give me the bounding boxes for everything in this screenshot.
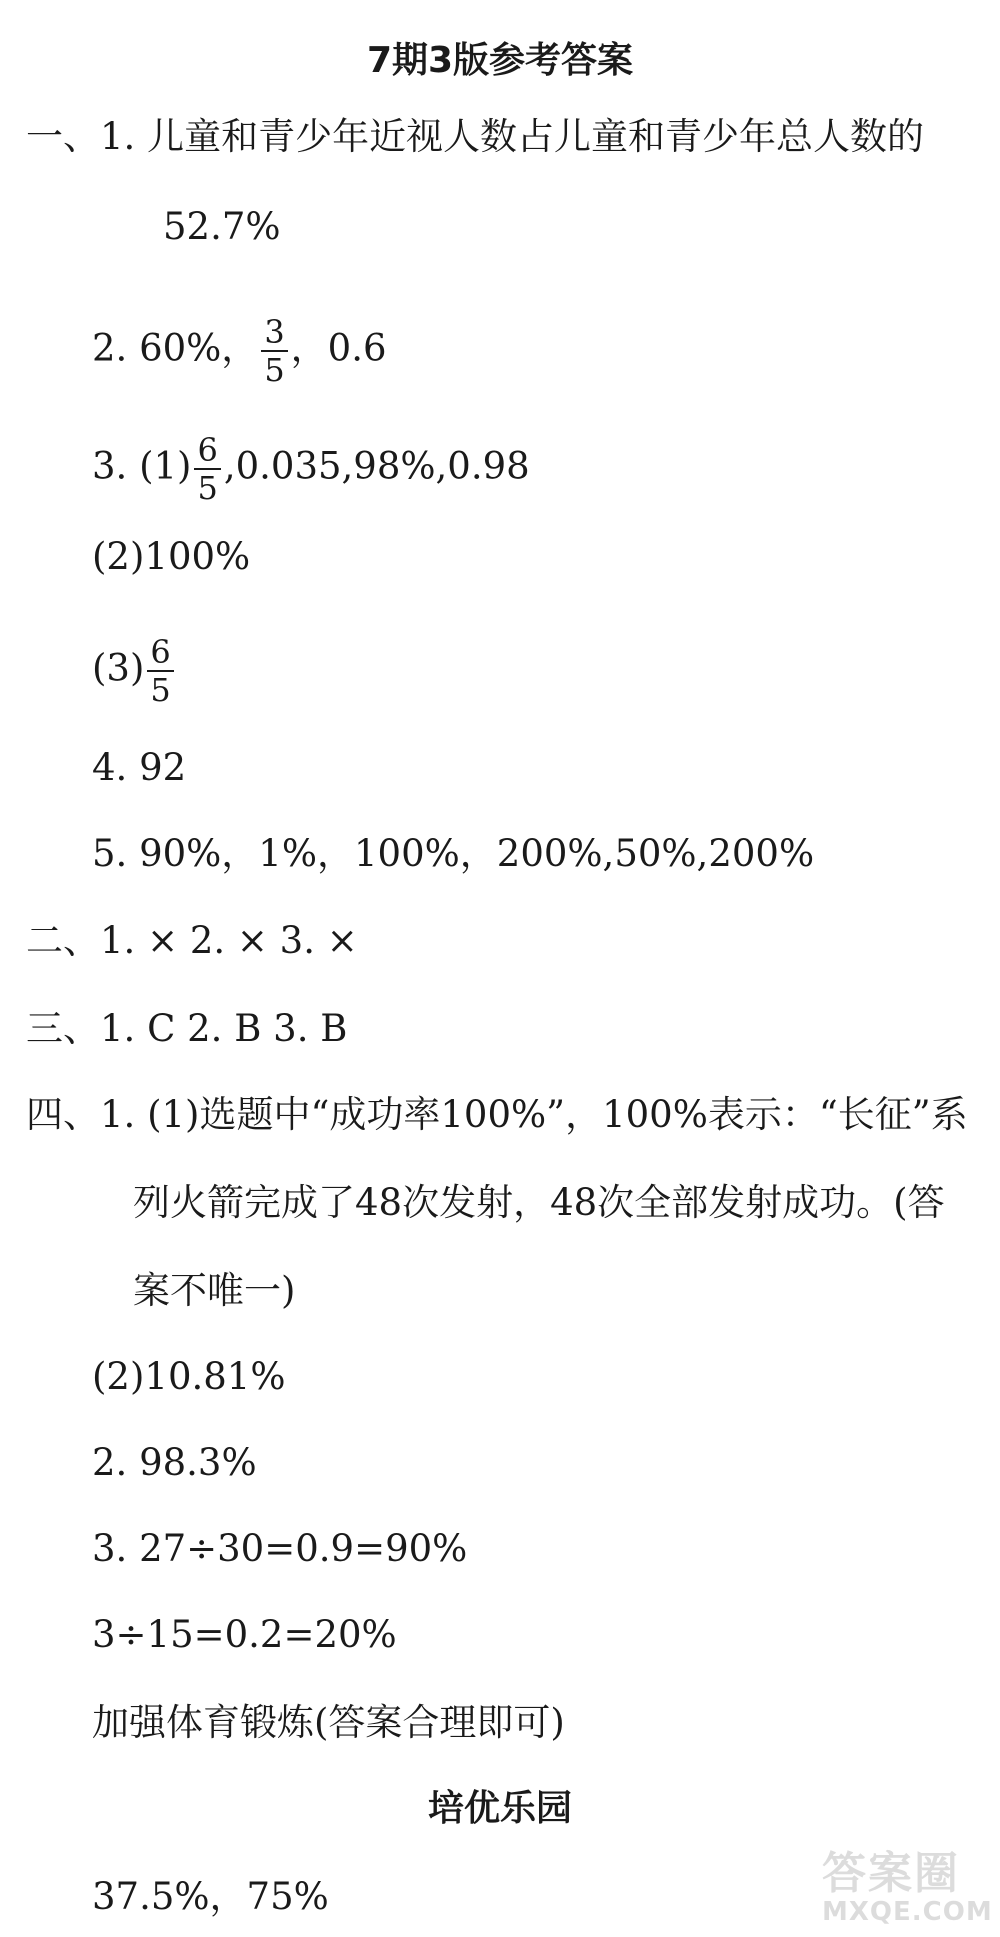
fraction-three-fifths <box>261 314 287 388</box>
answer-1-1-line2: 52.7% <box>163 205 281 248</box>
answer-1-3-2: (2)100% <box>92 535 251 578</box>
answer-section-3: 三、1. C 2. B 3. B <box>26 1007 348 1050</box>
fraction-six-fifths <box>194 432 220 506</box>
answer-section-2: 二、1. × 2. × 3. × <box>26 919 358 962</box>
answer-1-3-3 <box>92 634 177 708</box>
answer-4-2: 2. 98.3% <box>92 1441 257 1484</box>
fraction-denominator: 5 <box>150 671 171 709</box>
answer-4-3-line2: 3÷15=0.2=20% <box>92 1613 397 1656</box>
answer-1-4: 4. 92 <box>92 746 187 789</box>
answer-4-1-line1: 四、1. (1)选题中“成功率100%”，100%表示：“长征”系 <box>26 1093 968 1136</box>
fraction-numerator: 3 <box>261 314 287 352</box>
answer-1-3-1-suffix: ,0.035,98%,0.98 <box>223 444 530 488</box>
answer-1-2 <box>92 314 387 388</box>
fraction-numerator: 6 <box>147 634 173 672</box>
answer-1-5: 5. 90%，1%，100%，200%,50%,200% <box>92 832 815 875</box>
answer-4-1-line3: 案不唯一) <box>133 1269 296 1312</box>
answer-1-2-prefix: 2. 60%， <box>92 326 259 370</box>
fraction-six-fifths <box>147 634 173 708</box>
watermark-bottom-text: MXQE.COM <box>822 1897 993 1927</box>
answer-1-3-1 <box>92 432 530 506</box>
watermark-logo <box>822 1850 992 1930</box>
answer-1-3-3-prefix: (3) <box>92 646 145 690</box>
fraction-numerator: 6 <box>194 432 220 470</box>
fraction-denominator: 5 <box>264 351 285 389</box>
fraction-denominator: 5 <box>197 469 218 507</box>
answer-4-3-line1: 3. 27÷30=0.9=90% <box>92 1527 468 1570</box>
answer-4-1-2: (2)10.81% <box>92 1355 286 1398</box>
answer-1-3-1-prefix: 3. (1) <box>92 444 192 488</box>
watermark-top-text: 答案圈 <box>822 1848 960 1899</box>
page-title: 7期3版参考答案 <box>366 40 634 81</box>
section-title-peiyou: 培优乐园 <box>427 1788 572 1829</box>
answer-1-1-line1: 一、1. 儿童和青少年近视人数占儿童和青少年总人数的 <box>26 115 925 158</box>
answer-4-1-line2: 列火箭完成了48次发射，48次全部发射成功。(答 <box>133 1181 945 1224</box>
answer-4-3-line3: 加强体育锻炼(答案合理即可) <box>92 1701 565 1744</box>
peiyou-answer: 37.5%，75% <box>92 1875 329 1918</box>
answer-1-2-suffix: ，0.6 <box>290 326 387 370</box>
